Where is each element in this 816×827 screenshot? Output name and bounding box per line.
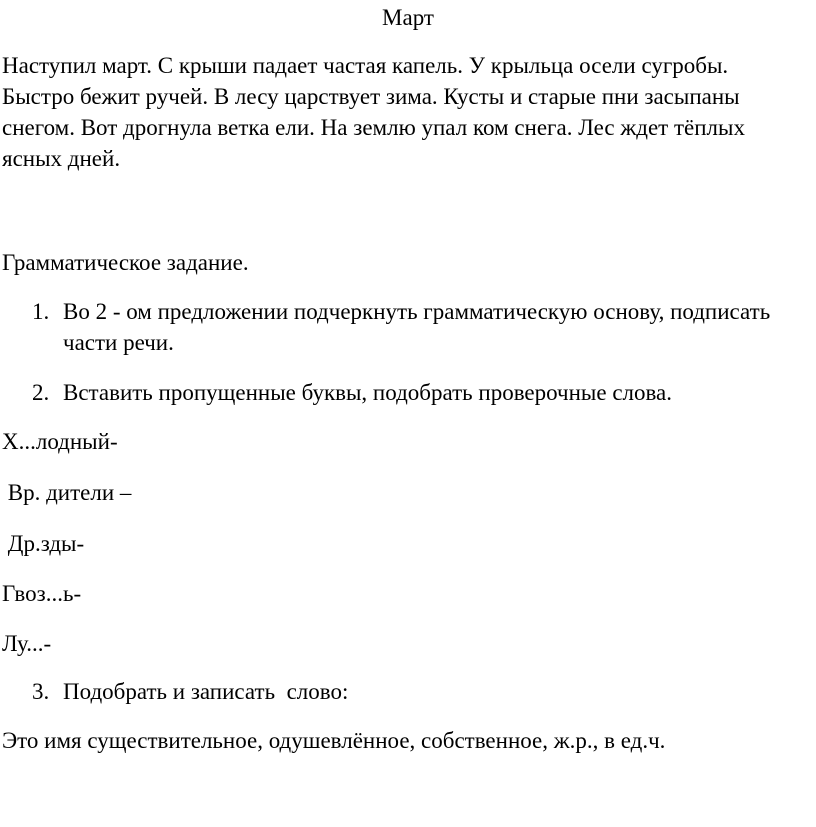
task-item-2 <box>32 377 792 408</box>
exercise-word: Др.зды- <box>2 531 85 556</box>
task-number: 1. <box>32 299 50 324</box>
exercise-word: Вр. дители – <box>2 480 132 505</box>
task-text: Вставить пропущенные буквы, подобрать проверочные слова. <box>63 380 673 405</box>
task-item-1 <box>32 296 792 358</box>
exercise-word: Х...лодный- <box>2 429 118 454</box>
document-title: Март <box>382 5 434 30</box>
exercise-word: Лу...- <box>2 631 52 656</box>
exercise-word: Гвоз...ь- <box>2 581 82 606</box>
task-number: 2. <box>32 380 50 405</box>
task-item-3 <box>32 676 792 707</box>
story-paragraph: Наступил март. С крыши падает частая капель. У крыльца осели сугробы. Быстро бежит ручей. В лесу царствует зима. Кусты и старые пни засыпаны снегом. Вот дрогнула ветка ели. На землю упал ком снега. Лес ждет тёплых ясных дней. <box>2 53 745 171</box>
task-heading: Грамматическое задание. <box>2 250 249 275</box>
task-number: 3. <box>32 679 50 704</box>
task-text: Во 2 - ом предложении подчеркнуть грамматическую основу, подписать части речи. <box>63 299 771 355</box>
riddle-description: Это имя существительное, одушевлённое, собственное, ж.р., в ед.ч. <box>2 728 666 753</box>
task-text: Подобрать и записать слово: <box>63 679 349 704</box>
